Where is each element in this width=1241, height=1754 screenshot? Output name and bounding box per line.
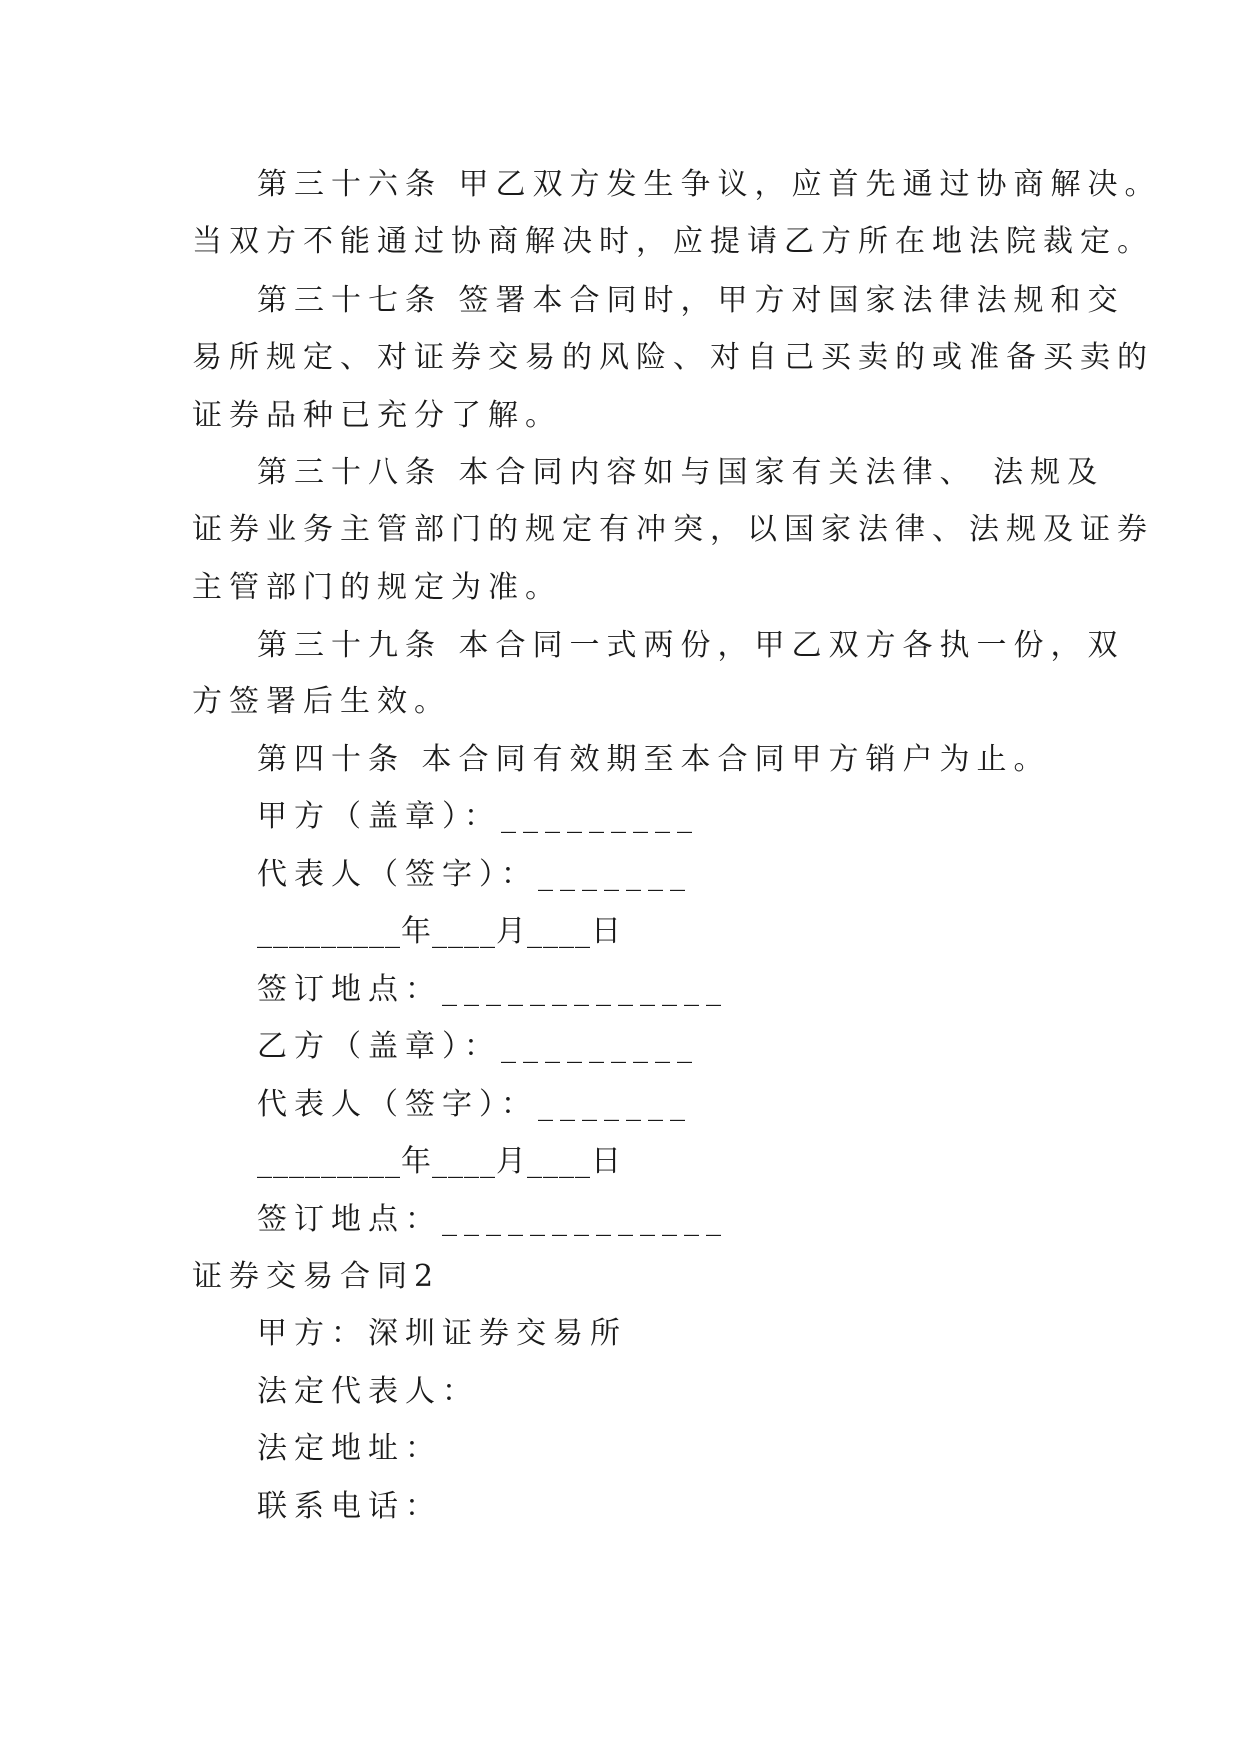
signature-field: 甲方（盖章）：_________ [257, 799, 699, 834]
paragraph-line: 当双方不能通过协商解决时，应提请乙方所在地法院裁定。 [192, 224, 1154, 259]
paragraph-line: 第四十条 本合同有效期至本合同甲方销户为止。 [257, 742, 1051, 777]
paragraph-line: 第三十九条 本合同一式两份，甲乙双方各执一份，双 [257, 628, 1125, 663]
date-field: _________年____月____日 [257, 914, 622, 949]
signing-place-field: 签订地点：_____________ [257, 1202, 728, 1237]
paragraph-line: 第三十六条 甲乙双方发生争议，应首先通过协商解决。 [257, 167, 1162, 202]
signature-field: 代表人（签字）：_______ [257, 857, 692, 892]
signature-field: 代表人（签字）：_______ [257, 1087, 692, 1122]
party-line: 联系电话： [257, 1489, 442, 1524]
paragraph-line: 方签署后生效。 [192, 684, 451, 719]
party-line: 甲方：深圳证券交易所 [257, 1316, 627, 1351]
party-line: 法定地址： [257, 1431, 442, 1466]
signature-field: 乙方（盖章）：_________ [257, 1029, 699, 1064]
date-field: _________年____月____日 [257, 1144, 622, 1179]
paragraph-line: 第三十七条 签署本合同时，甲方对国家法律法规和交 [257, 283, 1125, 318]
signing-place-field: 签订地点：_____________ [257, 972, 728, 1007]
party-line: 法定代表人： [257, 1374, 479, 1409]
paragraph-line: 易所规定、对证券交易的风险、对自己买卖的或准备买卖的 [192, 340, 1154, 375]
paragraph-line: 证券业务主管部门的规定有冲突，以国家法律、法规及证券 [192, 512, 1154, 547]
paragraph-line: 第三十八条 本合同内容如与国家有关法律、 法规及 [257, 455, 1105, 490]
paragraph-line: 证券品种已充分了解。 [192, 398, 562, 433]
section-heading: 证券交易合同2 [192, 1259, 441, 1294]
paragraph-line: 主管部门的规定为准。 [192, 570, 562, 605]
